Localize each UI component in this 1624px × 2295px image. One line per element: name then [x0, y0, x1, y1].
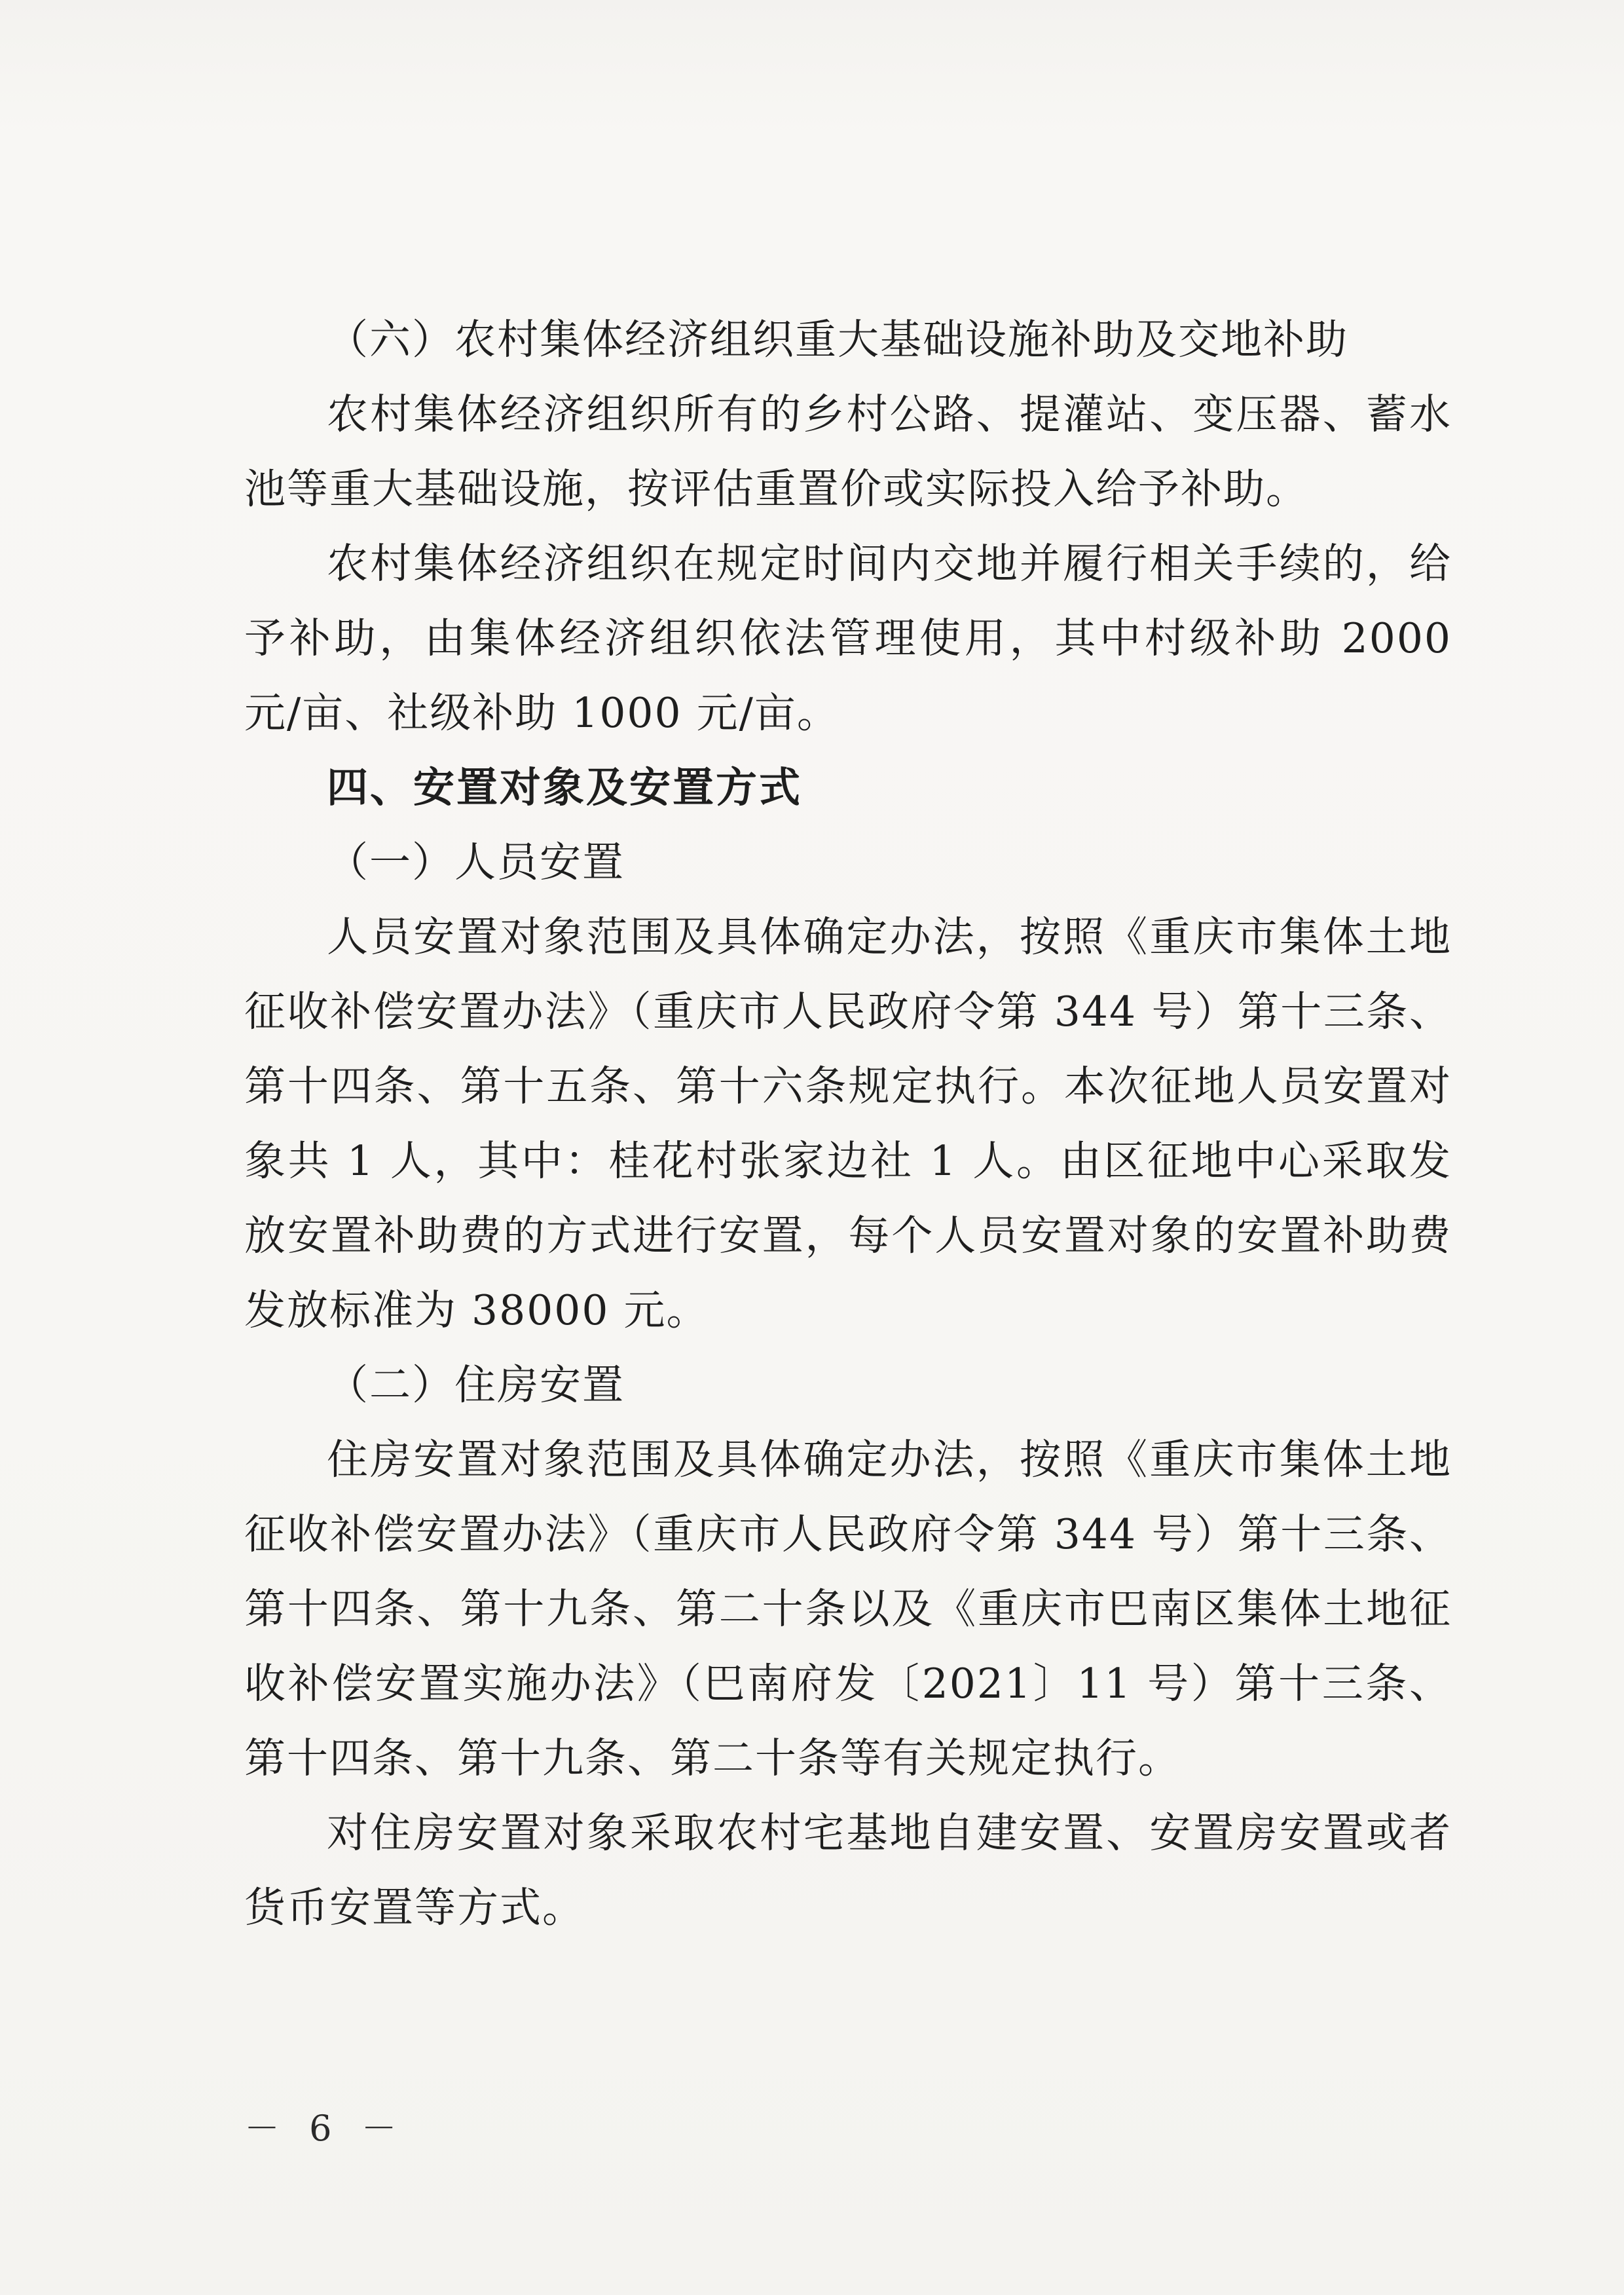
document-body	[244, 303, 1452, 1945]
paragraph-housing-resettlement: 住房安置对象范围及具体确定办法，按照《重庆市集体土地征收补偿安置办法》（重庆市人民政府令第 344 号）第十三条、第十四条、第十九条、第二十条以及《重庆市巴南区集体土地征收补偿安置实施办法》（巴南府发〔2021〕11 号）第十三条、第十四条、第十九条、第二十条等有关规定执行。	[244, 1436, 1452, 1782]
heading-subsidy-infrastructure: （六）农村集体经济组织重大基础设施补助及交地补助	[327, 316, 1348, 364]
paragraph-housing-methods: 对住房安置对象采取农村宅基地自建安置、安置房安置或者货币安置等方式。	[244, 1809, 1452, 1931]
paragraph-land-handover-subsidy: 农村集体经济组织在规定时间内交地并履行相关手续的，给予补助，由集体经济组织依法管理使用，其中村级补助 2000 元/亩、社级补助 1000 元/亩。	[244, 540, 1452, 737]
heading-housing-resettlement: （二）住房安置	[327, 1361, 625, 1409]
heading-personnel-resettlement: （一）人员安置	[327, 838, 625, 886]
page-number: － 6 －	[244, 2108, 406, 2149]
paragraph-infrastructure-subsidy: 农村集体经济组织所有的乡村公路、提灌站、变压器、蓄水池等重大基础设施，按评估重置价或实际投入给予补助。	[244, 390, 1452, 513]
paragraph-personnel-resettlement: 人员安置对象范围及具体确定办法，按照《重庆市集体土地征收补偿安置办法》（重庆市人民政府令第 344 号）第十三条、第十四条、第十五条、第十六条规定执行。本次征地人员安置对象共 1 人，其中：桂花村张家边社 1 人。由区征地中心采取发放安置补助费的方式进行安置，每个人员安置对象的安置补助费发放标准为 38000 元。	[244, 913, 1452, 1334]
section-heading-resettlement: 四、安置对象及安置方式	[327, 764, 802, 812]
